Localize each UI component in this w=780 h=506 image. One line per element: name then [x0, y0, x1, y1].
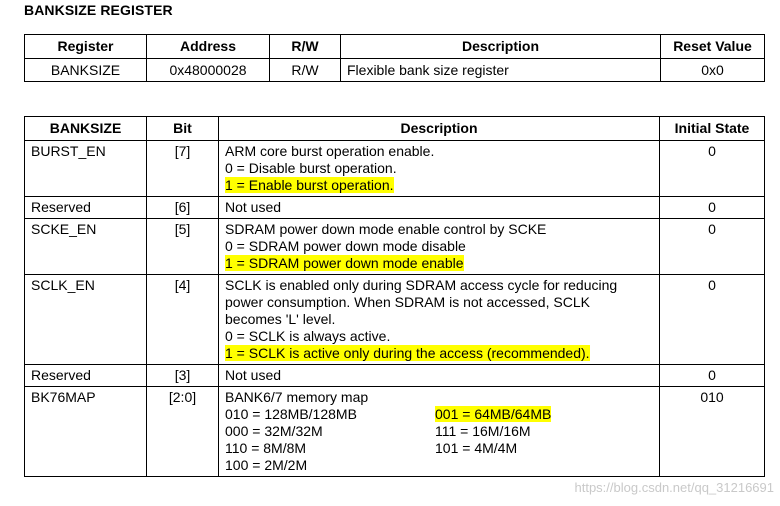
header-bit: Bit	[147, 117, 219, 141]
description-line: SCLK is enabled only during SDRAM access cycle for reducing	[225, 277, 618, 293]
register-description: Flexible bank size register	[341, 59, 661, 82]
table-row	[25, 197, 765, 219]
table-row	[25, 365, 765, 387]
field-initial-state: 010	[660, 387, 765, 477]
field-name: Reserved	[25, 365, 147, 387]
memory-map-option	[435, 457, 653, 474]
watermark: https://blog.csdn.net/qq_31216691	[574, 480, 774, 495]
field-description	[219, 387, 660, 477]
register-name: BANKSIZE	[25, 59, 147, 82]
field-description	[219, 275, 660, 365]
summary-header-row	[25, 35, 765, 59]
highlighted-line: 1 = SCLK is active only during the access (recommended).	[225, 345, 590, 361]
field-bit: [6]	[147, 197, 219, 219]
description-line: becomes 'L' level.	[225, 311, 336, 327]
page-title: BANKSIZE REGISTER	[24, 2, 173, 18]
header-reset-value: Reset Value	[661, 35, 765, 59]
memory-map-option: 100 = 2M/2M	[225, 457, 308, 473]
table-row	[25, 219, 765, 275]
memory-map-option: 101 = 4M/4M	[435, 440, 518, 456]
register-rw: R/W	[270, 59, 341, 82]
table-row	[25, 387, 765, 477]
field-initial-state: 0	[660, 275, 765, 365]
register-address: 0x48000028	[147, 59, 270, 82]
bit-field-table	[24, 116, 765, 477]
field-description: Not used	[219, 197, 660, 219]
description-line: 0 = SDRAM power down mode disable	[225, 238, 466, 254]
field-description: Not used	[219, 365, 660, 387]
field-initial-state: 0	[660, 197, 765, 219]
field-bit: [4]	[147, 275, 219, 365]
description-line: BANK6/7 memory map	[225, 389, 369, 405]
header-register: Register	[25, 35, 147, 59]
description-line: power consumption. When SDRAM is not accessed, SCLK	[225, 294, 590, 310]
header-description: Description	[341, 35, 661, 59]
summary-row	[25, 59, 765, 82]
field-name: BURST_EN	[25, 141, 147, 197]
highlighted-line: 1 = Enable burst operation.	[225, 177, 394, 193]
field-name: BK76MAP	[25, 387, 147, 477]
field-bit: [3]	[147, 365, 219, 387]
field-name: Reserved	[25, 197, 147, 219]
field-description	[219, 219, 660, 275]
field-bit: [7]	[147, 141, 219, 197]
field-bit: [5]	[147, 219, 219, 275]
description-line: 0 = SCLK is always active.	[225, 328, 391, 344]
description-line: SDRAM power down mode enable control by SCKE	[225, 221, 547, 237]
highlighted-line: 1 = SDRAM power down mode enable	[225, 255, 464, 271]
memory-map-option-highlighted: 001 = 64MB/64MB	[435, 406, 552, 422]
field-bit: [2:0]	[147, 387, 219, 477]
field-initial-state: 0	[660, 141, 765, 197]
header-banksize: BANKSIZE	[25, 117, 147, 141]
header-address: Address	[147, 35, 270, 59]
description-line: ARM core burst operation enable.	[225, 143, 435, 159]
header-initial-state: Initial State	[660, 117, 765, 141]
memory-map-grid	[225, 406, 653, 474]
memory-map-option: 000 = 32M/32M	[225, 423, 323, 439]
header-bit-description: Description	[219, 117, 660, 141]
table-row	[25, 141, 765, 197]
table-row	[25, 275, 765, 365]
field-initial-state: 0	[660, 365, 765, 387]
memory-map-option: 111 = 16M/16M	[435, 423, 531, 439]
memory-map-option: 110 = 8M/8M	[225, 440, 307, 456]
memory-map-option: 010 = 128MB/128MB	[225, 406, 357, 422]
description-line: 0 = Disable burst operation.	[225, 160, 397, 176]
bits-header-row	[25, 117, 765, 141]
field-name: SCLK_EN	[25, 275, 147, 365]
header-rw: R/W	[270, 35, 341, 59]
field-initial-state: 0	[660, 219, 765, 275]
register-summary-table	[24, 34, 765, 82]
field-name: SCKE_EN	[25, 219, 147, 275]
register-reset-value: 0x0	[661, 59, 765, 82]
field-description	[219, 141, 660, 197]
